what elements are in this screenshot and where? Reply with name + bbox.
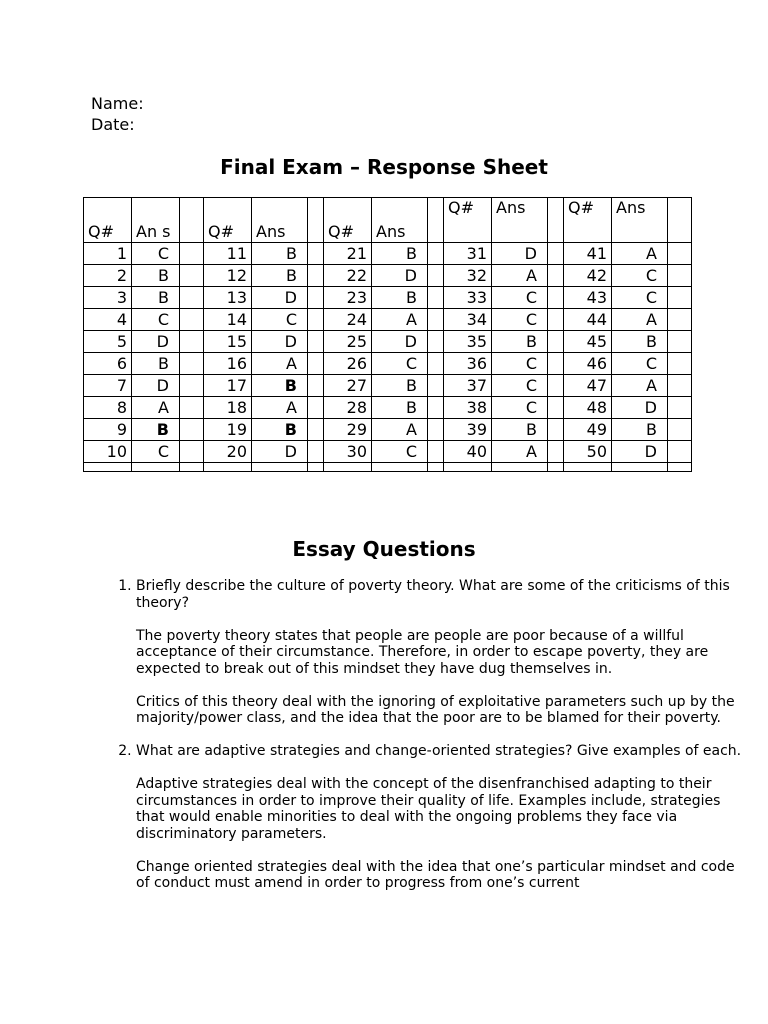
answer-letter: C xyxy=(132,441,180,463)
spacer-cell xyxy=(548,331,564,353)
spacer-cell xyxy=(428,287,444,309)
spacer-cell xyxy=(180,419,204,441)
q-header: Q# xyxy=(204,198,252,243)
spacer-cell xyxy=(180,441,204,463)
table-row xyxy=(84,287,692,309)
question-number: 46 xyxy=(564,353,612,375)
ans-header: An s xyxy=(132,198,180,243)
question-number: 40 xyxy=(444,441,492,463)
answer-letter: D xyxy=(252,331,308,353)
essay-question: 2. What are adaptive strategies and change-oriented strategies? Give examples of each. xyxy=(136,743,742,759)
table-header-row xyxy=(84,198,692,243)
answer-letter: C xyxy=(612,265,668,287)
spacer-cell xyxy=(308,331,324,353)
question-number: 50 xyxy=(564,441,612,463)
answer-letter: A xyxy=(612,243,668,265)
answer-letter: D xyxy=(372,331,428,353)
question-number: 9 xyxy=(84,419,132,441)
spacer-cell xyxy=(548,198,564,243)
spacer-cell xyxy=(668,331,692,353)
spacer-cell xyxy=(668,397,692,419)
spacer-cell xyxy=(180,309,204,331)
blank-cell xyxy=(428,463,444,472)
blank-cell xyxy=(444,463,492,472)
blank-cell xyxy=(204,463,252,472)
question-number: 42 xyxy=(564,265,612,287)
question-number: 18 xyxy=(204,397,252,419)
answer-letter: B xyxy=(132,353,180,375)
question-number: 36 xyxy=(444,353,492,375)
blank-cell xyxy=(308,463,324,472)
spacer-cell xyxy=(668,265,692,287)
table-row xyxy=(84,441,692,463)
question-number: 31 xyxy=(444,243,492,265)
blank-cell xyxy=(180,463,204,472)
spacer-cell xyxy=(428,309,444,331)
answer-letter: C xyxy=(132,243,180,265)
answer-letter: B xyxy=(252,265,308,287)
table-row xyxy=(84,375,692,397)
table-row xyxy=(84,243,692,265)
answer-letter: B xyxy=(372,243,428,265)
spacer-cell xyxy=(308,441,324,463)
question-number: 38 xyxy=(444,397,492,419)
spacer-cell xyxy=(180,287,204,309)
spacer-cell xyxy=(180,243,204,265)
spacer-cell xyxy=(308,375,324,397)
blank-cell xyxy=(492,463,548,472)
question-number: 41 xyxy=(564,243,612,265)
blank-cell xyxy=(612,463,668,472)
answer-letter: B xyxy=(612,331,668,353)
question-number: 6 xyxy=(84,353,132,375)
blank-cell xyxy=(252,463,308,472)
answer-letter: C xyxy=(492,287,548,309)
q-header: Q# xyxy=(564,198,612,243)
question-number: 29 xyxy=(324,419,372,441)
question-number: 34 xyxy=(444,309,492,331)
spacer-cell xyxy=(428,353,444,375)
question-number: 35 xyxy=(444,331,492,353)
spacer-cell xyxy=(548,441,564,463)
question-number: 8 xyxy=(84,397,132,419)
spacer-cell xyxy=(180,265,204,287)
spacer-cell xyxy=(428,397,444,419)
blank-cell xyxy=(84,463,132,472)
blank-cell xyxy=(548,463,564,472)
question-number: 15 xyxy=(204,331,252,353)
answer-letter: B xyxy=(132,265,180,287)
page-title: Final Exam – Response Sheet xyxy=(220,155,548,179)
spacer-cell xyxy=(180,331,204,353)
essay-question: 1. Briefly describe the culture of poverty theory. What are some of the criticisms of this theory? xyxy=(136,578,730,611)
answer-letter: C xyxy=(372,353,428,375)
ans-header: Ans xyxy=(492,198,548,243)
spacer-cell xyxy=(428,198,444,243)
table-row xyxy=(84,309,692,331)
answer-letter: D xyxy=(132,331,180,353)
table-row xyxy=(84,419,692,441)
spacer-cell xyxy=(428,441,444,463)
spacer-cell xyxy=(548,287,564,309)
spacer-cell xyxy=(548,419,564,441)
question-number: 20 xyxy=(204,441,252,463)
question-number: 1 xyxy=(84,243,132,265)
date-label: Date: xyxy=(91,115,135,134)
question-number: 39 xyxy=(444,419,492,441)
answer-letter: C xyxy=(492,309,548,331)
answer-letter: B xyxy=(492,331,548,353)
spacer-cell xyxy=(668,287,692,309)
answer-letter: A xyxy=(132,397,180,419)
spacer-cell xyxy=(428,331,444,353)
answer-letter: A xyxy=(612,309,668,331)
ans-header: Ans xyxy=(612,198,668,243)
spacer-cell xyxy=(668,353,692,375)
answer-letter: A xyxy=(372,419,428,441)
question-number: 16 xyxy=(204,353,252,375)
answer-letter: D xyxy=(252,441,308,463)
essay-answer-paragraph: Adaptive strategies deal with the concept of the disenfranchised adapting to their circumstances in order to improve their quality of life. Examples include, strategies that would enable minorities to deal with the ongoing problems they face via discriminatory parameters. xyxy=(136,776,721,842)
table-row xyxy=(84,265,692,287)
answer-letter: C xyxy=(492,353,548,375)
answer-letter: B xyxy=(252,243,308,265)
spacer-cell xyxy=(548,265,564,287)
table-row xyxy=(84,353,692,375)
essay-list xyxy=(100,578,746,908)
essay-answer-paragraph: Critics of this theory deal with the ignoring of exploitative parameters such up by the majority/power class, and the idea that the poor are to be blamed for their poverty. xyxy=(136,693,735,726)
blank-cell xyxy=(324,463,372,472)
spacer-cell xyxy=(308,419,324,441)
answer-letter: D xyxy=(372,265,428,287)
answer-letter: A xyxy=(252,397,308,419)
answer-letter: A xyxy=(372,309,428,331)
essay-item xyxy=(136,578,746,727)
spacer-cell xyxy=(428,375,444,397)
blank-cell xyxy=(564,463,612,472)
question-number: 28 xyxy=(324,397,372,419)
answer-letter: D xyxy=(612,397,668,419)
spacer-cell xyxy=(548,243,564,265)
spacer-cell xyxy=(548,353,564,375)
answer-letter: B xyxy=(372,287,428,309)
answer-letter: B xyxy=(132,287,180,309)
spacer-cell xyxy=(308,353,324,375)
spacer-cell xyxy=(308,287,324,309)
answer-letter: A xyxy=(612,375,668,397)
question-number: 3 xyxy=(84,287,132,309)
blank-cell xyxy=(668,463,692,472)
table-row xyxy=(84,397,692,419)
question-number: 37 xyxy=(444,375,492,397)
question-number: 44 xyxy=(564,309,612,331)
answer-letter: B xyxy=(612,419,668,441)
spacer-cell xyxy=(180,397,204,419)
answer-letter: C xyxy=(612,287,668,309)
spacer-cell xyxy=(428,243,444,265)
question-number: 45 xyxy=(564,331,612,353)
answer-letter: A xyxy=(252,353,308,375)
answer-letter: B xyxy=(252,375,308,397)
q-header: Q# xyxy=(84,198,132,243)
question-number: 26 xyxy=(324,353,372,375)
table-blank-row xyxy=(84,463,692,472)
question-number: 13 xyxy=(204,287,252,309)
answer-letter: B xyxy=(492,419,548,441)
question-number: 49 xyxy=(564,419,612,441)
answer-letter: A xyxy=(492,265,548,287)
name-label: Name: xyxy=(91,94,144,113)
spacer-cell xyxy=(428,265,444,287)
answer-letter: D xyxy=(252,287,308,309)
question-number: 12 xyxy=(204,265,252,287)
question-number: 48 xyxy=(564,397,612,419)
blank-cell xyxy=(372,463,428,472)
question-number: 5 xyxy=(84,331,132,353)
answer-letter: A xyxy=(492,441,548,463)
spacer-cell xyxy=(180,353,204,375)
spacer-cell xyxy=(668,309,692,331)
question-number: 25 xyxy=(324,331,372,353)
question-number: 33 xyxy=(444,287,492,309)
answer-letter: C xyxy=(612,353,668,375)
spacer-cell xyxy=(668,419,692,441)
essay-answer-paragraph: The poverty theory states that people are people are poor because of a willful acceptance of their circumstance. Therefore, in order to escape poverty, they are expected to break out of this mindset they have dug themselves in. xyxy=(136,627,709,677)
essay-item xyxy=(136,743,746,892)
blank-cell xyxy=(132,463,180,472)
question-number: 7 xyxy=(84,375,132,397)
question-number: 2 xyxy=(84,265,132,287)
answer-letter: D xyxy=(132,375,180,397)
ans-header: Ans xyxy=(252,198,308,243)
question-number: 22 xyxy=(324,265,372,287)
header xyxy=(91,93,144,135)
spacer-cell xyxy=(308,397,324,419)
spacer-cell xyxy=(308,309,324,331)
q-header: Q# xyxy=(324,198,372,243)
spacer-cell xyxy=(668,375,692,397)
question-number: 27 xyxy=(324,375,372,397)
question-number: 32 xyxy=(444,265,492,287)
question-number: 19 xyxy=(204,419,252,441)
question-number: 21 xyxy=(324,243,372,265)
answer-letter: D xyxy=(612,441,668,463)
spacer-cell xyxy=(428,419,444,441)
answer-table xyxy=(83,197,692,472)
spacer-cell xyxy=(180,198,204,243)
spacer-cell xyxy=(668,441,692,463)
question-number: 14 xyxy=(204,309,252,331)
answer-letter: B xyxy=(372,375,428,397)
answer-letter: C xyxy=(492,375,548,397)
answer-table-body xyxy=(84,198,692,472)
table-row xyxy=(84,331,692,353)
spacer-cell xyxy=(548,397,564,419)
answer-letter: C xyxy=(252,309,308,331)
question-number: 24 xyxy=(324,309,372,331)
answer-letter: D xyxy=(492,243,548,265)
question-number: 43 xyxy=(564,287,612,309)
answer-letter: C xyxy=(372,441,428,463)
question-number: 10 xyxy=(84,441,132,463)
essay-answer-paragraph: Change oriented strategies deal with the idea that one’s particular mindset and code of conduct must amend in order to progress from one’s current xyxy=(136,858,735,891)
question-number: 47 xyxy=(564,375,612,397)
essay-section-title: Essay Questions xyxy=(292,537,476,561)
spacer-cell xyxy=(308,265,324,287)
spacer-cell xyxy=(668,198,692,243)
spacer-cell xyxy=(668,243,692,265)
spacer-cell xyxy=(180,375,204,397)
question-number: 30 xyxy=(324,441,372,463)
answer-letter: B xyxy=(132,419,180,441)
spacer-cell xyxy=(548,375,564,397)
spacer-cell xyxy=(548,309,564,331)
question-number: 17 xyxy=(204,375,252,397)
question-number: 4 xyxy=(84,309,132,331)
answer-letter: B xyxy=(372,397,428,419)
spacer-cell xyxy=(308,198,324,243)
q-header: Q# xyxy=(444,198,492,243)
spacer-cell xyxy=(308,243,324,265)
question-number: 23 xyxy=(324,287,372,309)
answer-letter: C xyxy=(492,397,548,419)
answer-letter: C xyxy=(132,309,180,331)
question-number: 11 xyxy=(204,243,252,265)
answer-letter: B xyxy=(252,419,308,441)
ans-header: Ans xyxy=(372,198,428,243)
